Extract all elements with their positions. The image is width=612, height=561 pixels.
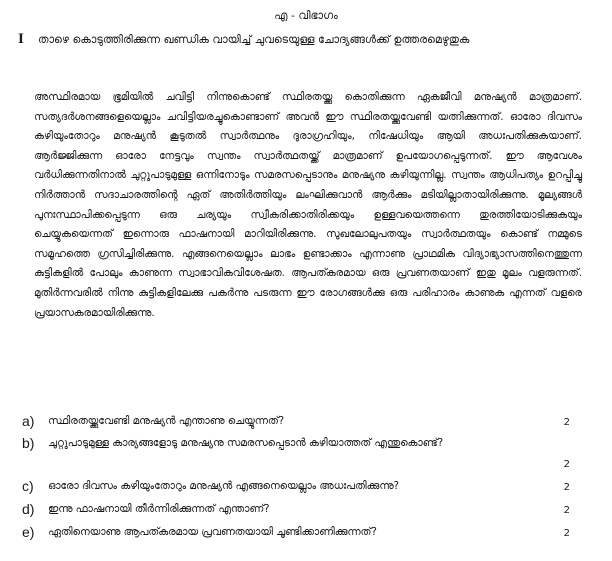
question-e: [22, 523, 578, 541]
question-c: [22, 477, 578, 495]
question-text: ചുറ്റുപാടുമുള്ള കാര്യങ്ങളോടു മനുഷ്യനു സമരസപ്പെടാൻ കഴിയാത്തത് എന്തുകൊണ്ട്?: [48, 437, 444, 449]
question-letter: e): [22, 524, 35, 540]
instruction: [18, 30, 578, 49]
question-a: [22, 412, 578, 430]
instruction-number: I: [18, 31, 24, 47]
question-text: ഓരോ ദിവസം കഴിയുംതോറും മനുഷ്യൻ എങ്ങനെയെല്ലാം അധഃപതിക്കുന്നു?: [48, 480, 399, 492]
question-letter: d): [22, 501, 35, 517]
question-mark: 2: [563, 459, 570, 470]
question-text: സ്ഥിരതയ്ക്കുവേണ്ടി മനുഷ്യൻ എന്താണു ചെയ്യുന്നത്?: [48, 415, 285, 427]
passage-paragraph: അസ്ഥിരമായ ഭൂമിയിൽ ചവിട്ടി നിന്നുകൊണ്ട് സ്ഥിരതയ്ക്കു കൊതിക്കുന്ന ഏകജീവി മനുഷ്യൻ മാത്രമാണ്. സത്യദർശനങ്ങളെയെല്ലാം ചവിട്ടിയരച്ചുകൊണ്ടാണ് അവൻ ഈ സ്ഥിരതയ്ക്കുവേണ്ടി യത്നിക്കുന്നത്. ഓരോ ദിവസം കഴിയുംതോറും മനുഷ്യൻ കൂടുതൽ സ്വാർത്ഥനും ദുരാഗ്രഹിയും, നിഷേധിയും ആയി അധഃപതിക്കുകയാണ്. ആർജ്ജിക്കുന്ന ഓരോ നേട്ടവും സ്വന്തം സ്വാർത്ഥതയ്ക്ക് മാത്രമാണ് ഉപയോഗപ്പെടുന്നത്. ഈ ആവേശം വർധിക്കുന്നതിനാൽ ചുറ്റുപാടുമുള്ള ഒന്നിനോടും സമരസപ്പെടാനും മനുഷ്യനു കഴിയുന്നില്ല. സ്വന്തം ആധിപത്യം ഉറപ്പിച്ചു നിർത്താൻ സദാചാരത്തിന്റെ ഏത് അതിർത്തിയും ലംഘിക്കുവാൻ ആർക്കും മടിയില്ലാതായിരിക്കുന്നു. മൂല്യങ്ങൾ പുനഃസ്ഥാപിക്കപ്പെടുന്ന ഒരു ചര്യയും സ്വീകരിക്കാതിരിക്കയും ഉള്ളവയെത്തന്നെ തുരത്തിയോടിക്കുകയും ചെയ്യുകയെന്നത് ഇന്നൊരു ഫാഷനായി മാറിയിരിക്കുന്നു. സുഖലോലുപതയും സ്വാർത്ഥതയും കൊണ്ട് നമ്മുടെ സമൂഹത്തെ ഗ്രസിച്ചിരിക്കുന്നു. എങ്ങനെയെല്ലാം ലാഭം ഉണ്ടാക്കാം എന്നാണു പ്രാഥമിക വിദ്യാഭ്യാസത്തിനെത്തുന്ന കുട്ടികളിൽ പോലും കാണുന്ന സ്വാഭാവികവിശേഷത. ആപത്കരമായ ഒരു പ്രവണതയാണ് ഇതു മൂലം വളരുന്നത്. മുതിർന്നവരിൽ നിന്നു കുട്ടികളിലേക്കു പകർന്നു പടരുന്ന ഈ രോഗങ്ങൾക്കു ഒരു പരിഹാരം കാണുക എന്നത് വളരെ പ്രയാസകരമായിരിക്കുന്നു.: [34, 91, 582, 319]
question-mark: 2: [563, 528, 570, 539]
question-letter: b): [22, 435, 35, 451]
question-mark: 2: [563, 417, 570, 428]
question-mark: 2: [563, 505, 570, 516]
question-mark: 2: [563, 482, 570, 493]
section-title: എ - വിഭാഗം: [274, 9, 338, 22]
question-text: ഇന്നു ഫാഷനായി തീർന്നിരിക്കുന്നത് എന്താണ്?: [48, 503, 270, 515]
question-text: ഏതിനെയാണു ആപത്കരമായ പ്രവണതയായി ചൂണ്ടിക്കാണിക്കുന്നത്?: [48, 526, 377, 538]
question-d: [22, 500, 578, 518]
question-letter: a): [22, 413, 35, 429]
question-b: [22, 434, 578, 470]
instruction-text: താഴെ കൊടുത്തിരിക്കുന്ന ഖണ്ഡിക വായിച്ച് ചുവടെയുള്ള ചോദ്യങ്ങൾക്ക് ഉത്തരമെഴുതുക: [38, 33, 470, 46]
question-letter: c): [22, 478, 34, 494]
